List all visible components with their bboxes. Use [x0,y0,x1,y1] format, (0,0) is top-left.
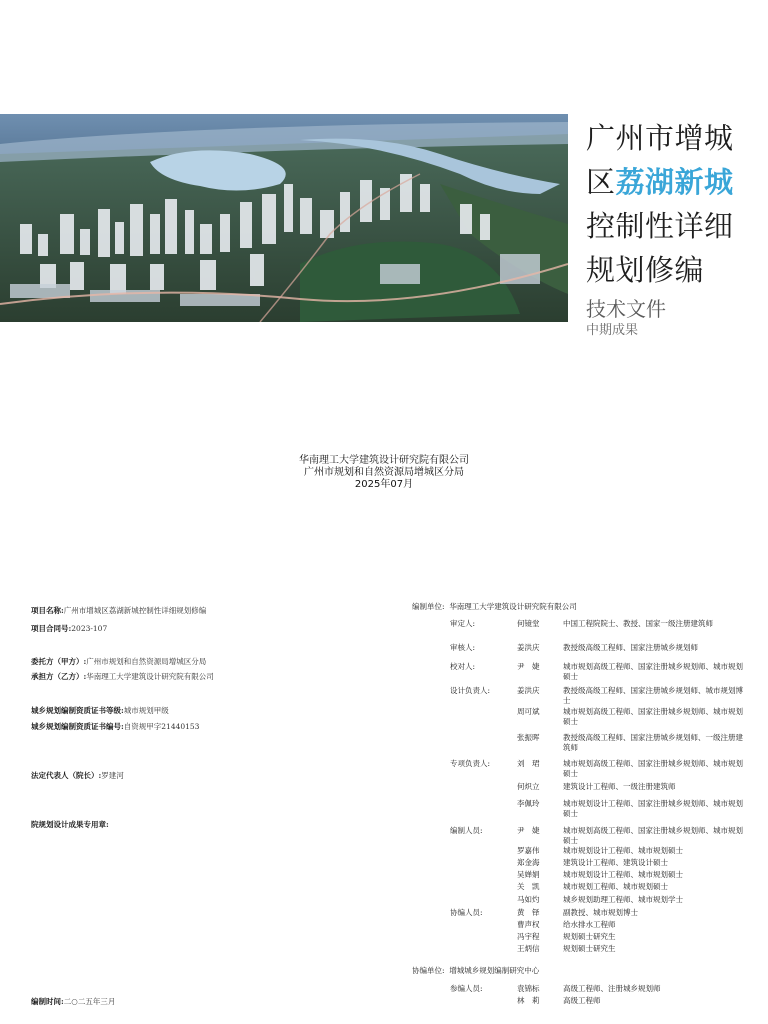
credit-title: 城市规划高级工程师、国家注册城乡规划师、城市规划硕士 [563,707,743,726]
credit-name: 马如灼 [517,895,540,904]
assist-unit-line [412,966,539,976]
credit-name: 尹 婕 [517,662,540,671]
contractor-name: 华南理工大学建筑设计研究院有限公司 [86,672,214,681]
credit-name: 张振晖 [517,733,540,742]
credit-title: 教授级高级工程师、国家注册城乡规划师、一级注册建筑师 [563,733,743,752]
cover-rendering [0,114,568,322]
credit-role: 专项负责人: [450,759,491,768]
project-name: 广州市增城区荔湖新城控制性详细规划修编 [63,606,207,615]
assist-unit: 增城城乡规划编制研究中心 [449,966,540,975]
credit-title: 城市规划高级工程师、国家注册城乡规划师、城市规划硕士 [563,759,743,778]
credit-name: 袁锦标 [517,984,540,993]
compile-date: 二○二五年三月 [63,997,116,1006]
cover-title-line-1: 广州市增城 [586,121,734,155]
cover-title-line-4: 规划修编 [586,253,705,287]
credit-title: 建筑设计工程师、一级注册建筑师 [563,782,676,791]
credit-row [450,619,750,639]
credit-row [450,759,750,779]
assist-unit-label: 协编单位: [412,966,445,975]
contract-line [31,624,107,634]
cover-title-line-3: 控制性详细 [586,209,734,243]
cover-title-highlight: 荔湖新城 [615,165,734,199]
credit-row [450,733,750,753]
credit-name: 刘 珺 [517,759,540,768]
credit-row [450,944,750,964]
grade-line [31,706,169,716]
contractor-label: 承担方（乙方）: [31,672,87,681]
credit-row [450,643,750,663]
credit-title: 城市规划设计工程师、城市规划硕士 [563,846,683,855]
client-label: 委托方（甲方）: [31,657,87,666]
credit-row [450,826,750,846]
credit-name: 关 凯 [517,882,540,891]
credit-name: 曹声权 [517,920,540,929]
credit-name: 何炽立 [517,782,540,791]
cert-label: 城乡规划编制资质证书编号: [31,722,124,731]
credit-row [450,996,750,1016]
compile-unit-label: 编制单位: [412,602,445,611]
credit-title: 高级工程师 [563,996,601,1005]
cover-title-line-2 [586,160,766,204]
cover-title-prefix: 区 [586,165,616,199]
credit-role: 编制人员: [450,826,483,835]
credit-title: 副教授、城市规划博士 [563,908,638,917]
contract-number: 2023-107 [71,624,108,633]
document-stage: 中期成果 [586,323,639,338]
representative-name: 罗建河 [101,771,124,780]
credit-name: 李佩玲 [517,799,540,808]
contractor-line [31,672,214,682]
credit-name: 姜洪庆 [517,686,540,695]
credit-title: 城市规划高级工程师、国家注册城乡规划师、城市规划硕士 [563,662,743,681]
credit-title: 高级工程师、注册城乡规划师 [563,984,661,993]
date-label: 编制时间: [31,997,64,1006]
credit-role: 审核人: [450,643,476,652]
issuer-bureau: 广州市规划和自然资源局增城区分局 [304,467,464,478]
credit-role: 参编人员: [450,984,483,993]
credit-role: 协编人员: [450,908,483,917]
credit-role: 设计负责人: [450,686,491,695]
credit-name: 黄 铎 [517,908,540,917]
credit-title: 城市规划设计工程师、国家注册城乡规划师、城市规划硕士 [563,799,743,818]
credit-row [450,686,750,706]
credit-title: 建筑设计工程师、建筑设计硕士 [563,858,668,867]
date-line [31,997,115,1007]
credit-name: 罗嘉伟 [517,846,540,855]
contract-label: 项目合同号: [31,624,72,633]
project-name-label: 项目名称: [31,606,64,615]
grade-value: 城市规划甲级 [123,706,169,715]
credit-row [450,707,750,727]
credit-name: 林 莉 [517,996,540,1005]
credit-title: 城乡规划助理工程师、城市规划学士 [563,895,683,904]
credit-title: 中国工程院院士、教授、国家一级注册建筑师 [563,619,713,628]
client-line [31,657,206,667]
credit-title: 给水排水工程师 [563,920,616,929]
cert-number: 自资规甲字21440153 [123,722,200,731]
credit-title: 规划硕士研究生 [563,944,616,953]
seal-label: 院规划设计成果专用章: [31,820,109,829]
credit-title: 城市规划工程师、城市规划硕士 [563,882,668,891]
credit-title: 教授级高级工程师、国家注册城乡规划师 [563,643,698,652]
credit-name: 周可斌 [517,707,540,716]
cover-title-block [586,116,766,340]
representative-line [31,771,124,781]
credit-title: 城市规划设计工程师、城市规划硕士 [563,870,683,879]
project-name-line [31,606,206,616]
credit-row [450,662,750,682]
credit-role: 校对人: [450,662,476,671]
issue-date: 2025年07月 [354,479,414,490]
issuer-design-institute: 华南理工大学建筑设计研究院有限公司 [299,455,469,466]
issuer-block [0,455,768,491]
compile-unit-line [412,602,577,612]
credit-name: 冯宇程 [517,932,540,941]
grade-label: 城乡规划编制资质证书等级: [31,706,124,715]
client-name: 广州市规划和自然资源局增城区分局 [86,657,207,666]
credit-title: 城市规划高级工程师、国家注册城乡规划师、城市规划硕士 [563,826,743,845]
credit-name: 尹 婕 [517,826,540,835]
compile-unit: 华南理工大学建筑设计研究院有限公司 [449,602,577,611]
credit-name: 王炳信 [517,944,540,953]
credit-row [450,799,750,819]
seal-line [31,820,109,830]
credit-name: 姜洪庆 [517,643,540,652]
credit-name: 何镜堂 [517,619,540,628]
credit-name: 郑金海 [517,858,540,867]
credit-name: 吴婵娟 [517,870,540,879]
representative-label: 法定代表人（院长）: [31,771,102,780]
credit-role: 审定人: [450,619,476,628]
cert-line [31,722,199,732]
document-type: 技术文件 [586,297,666,321]
credit-title: 规划硕士研究生 [563,932,616,941]
credit-title: 教授级高级工程师、国家注册城乡规划师、城市规划博士 [563,686,743,705]
